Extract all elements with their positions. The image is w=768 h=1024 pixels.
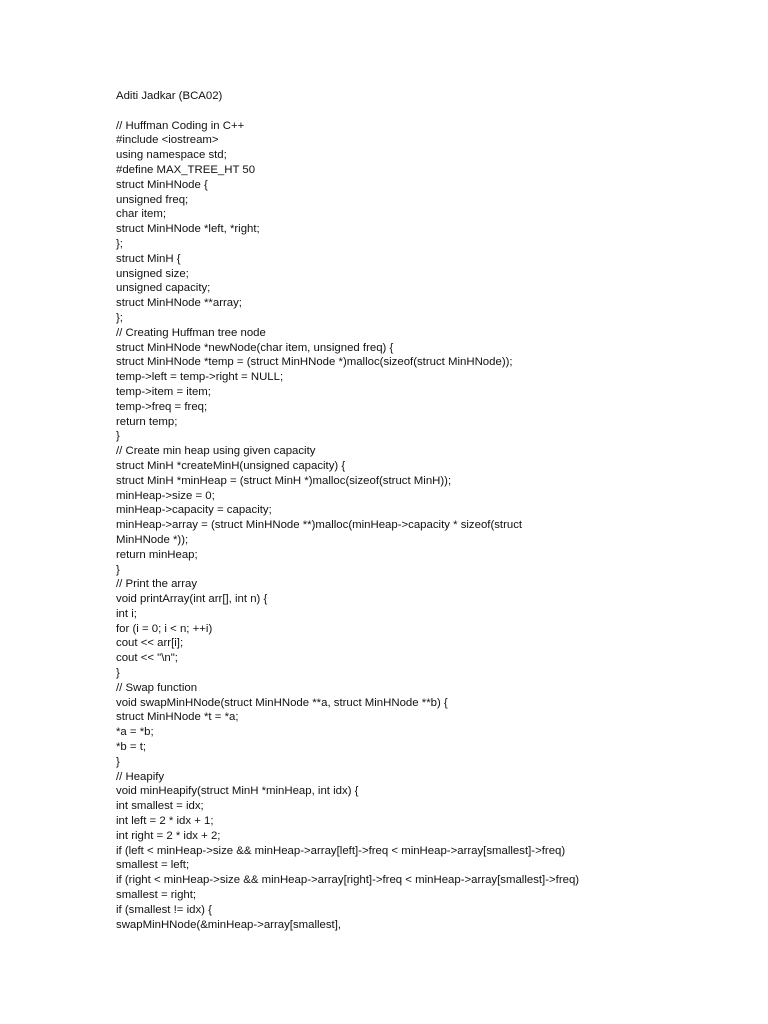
author-line: Aditi Jadkar (BCA02) (116, 90, 223, 102)
code-line: if (right < minHeap->size && minHeap->array[right]->freq < minHeap->array[smallest]->freq) (116, 874, 580, 887)
code-line: temp->freq = freq; (116, 400, 208, 413)
code-line: void printArray(int arr[], int n) { (116, 593, 268, 606)
code-line: cout << "\n"; (116, 652, 178, 665)
code-line: int i; (116, 607, 137, 620)
code-line: *a = *b; (116, 726, 154, 739)
code-line: }; (116, 311, 123, 324)
blank-line (116, 104, 736, 119)
code-line: return temp; (116, 415, 178, 428)
code-line: struct MinH *minHeap = (struct MinH *)malloc(sizeof(struct MinH)); (116, 474, 452, 487)
code-line: // Heapify (116, 770, 165, 783)
code-line: struct MinHNode *left, *right; (116, 223, 260, 236)
code-line: return minHeap; (116, 548, 198, 561)
code-line: struct MinH *createMinH(unsigned capacity) { (116, 459, 346, 472)
code-line: MinHNode *)); (116, 533, 189, 546)
code-line: } (116, 667, 120, 680)
code-line: temp->left = temp->right = NULL; (116, 371, 284, 384)
code-line: using namespace std; (116, 149, 227, 162)
code-listing (116, 119, 736, 933)
code-line: struct MinHNode *temp = (struct MinHNode *)malloc(sizeof(struct MinHNode)); (116, 356, 513, 369)
code-line: #include <iostream> (116, 134, 219, 147)
code-line: smallest = left; (116, 859, 190, 872)
code-line: struct MinHNode { (116, 178, 208, 191)
code-line: temp->item = item; (116, 385, 211, 398)
code-line: minHeap->array = (struct MinHNode **)malloc(minHeap->capacity * sizeof(struct (116, 519, 523, 532)
code-line: struct MinHNode *newNode(char item, unsigned freq) { (116, 341, 394, 354)
code-line: unsigned capacity; (116, 282, 211, 295)
code-line: // Creating Huffman tree node (116, 326, 266, 339)
code-line: swapMinHNode(&minHeap->array[smallest], (116, 918, 342, 931)
code-line: struct MinHNode **array; (116, 297, 242, 310)
code-line: // Create min heap using given capacity (116, 445, 316, 458)
code-line: #define MAX_TREE_HT 50 (116, 163, 256, 176)
code-line: // Print the array (116, 578, 198, 591)
code-line: int smallest = idx; (116, 800, 204, 813)
code-line: } (116, 430, 120, 443)
code-line: void swapMinHNode(struct MinHNode **a, struct MinHNode **b) { (116, 696, 448, 709)
code-line: for (i = 0; i < n; ++i) (116, 622, 213, 635)
code-line: struct MinHNode *t = *a; (116, 711, 239, 724)
code-line: }; (116, 237, 123, 250)
code-line: if (smallest != idx) { (116, 903, 212, 916)
code-line: if (left < minHeap->size && minHeap->array[left]->freq < minHeap->array[smallest]->freq) (116, 844, 566, 857)
code-line: // Swap function (116, 681, 198, 694)
code-line: minHeap->size = 0; (116, 489, 215, 502)
code-line: char item; (116, 208, 167, 221)
code-line: // Huffman Coding in C++ (116, 119, 245, 132)
code-line: } (116, 755, 120, 768)
code-line: void minHeapify(struct MinH *minHeap, int idx) { (116, 785, 359, 798)
code-line: int left = 2 * idx + 1; (116, 815, 214, 828)
code-line: minHeap->capacity = capacity; (116, 504, 272, 517)
code-line: struct MinH { (116, 252, 181, 265)
code-line: } (116, 563, 120, 576)
code-line: unsigned freq; (116, 193, 189, 206)
code-line: smallest = right; (116, 889, 197, 902)
code-line: cout << arr[i]; (116, 637, 184, 650)
code-line: int right = 2 * idx + 2; (116, 829, 221, 842)
code-line: unsigned size; (116, 267, 189, 280)
document-body (116, 89, 736, 932)
code-line: *b = t; (116, 741, 147, 754)
